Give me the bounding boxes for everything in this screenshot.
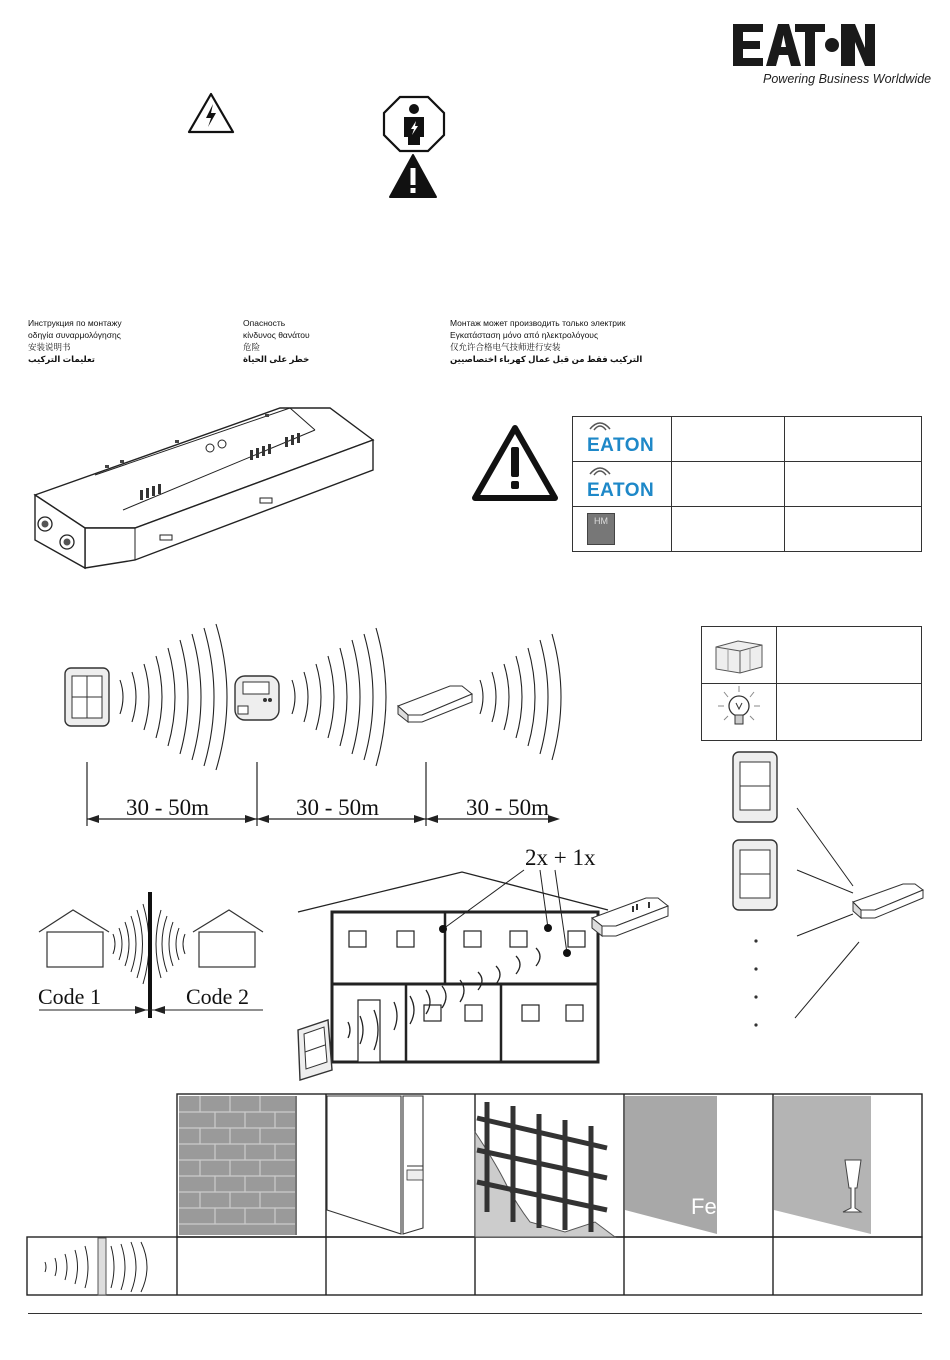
large-caution-icon	[470, 423, 560, 503]
wall-switch-icon	[733, 840, 777, 910]
device-count-label: 2x + 1x	[525, 845, 596, 870]
code-2-label: Code 2	[186, 984, 249, 1009]
eaton-logo	[733, 24, 875, 66]
reinforced-concrete-icon	[475, 1102, 615, 1237]
distance-label-3: 30 - 50m	[466, 795, 550, 820]
install-instructions-text: Инструкция по монтажу οδηγία συναρμολόγησης 安装说明书 تعليمات التركيب	[28, 318, 122, 364]
receiver-device-icon	[853, 884, 923, 918]
product-cell-eaton-2	[573, 462, 672, 507]
home-manager-icon: HM	[587, 513, 615, 545]
materials-table	[25, 1092, 925, 1300]
electrician-only-text: Монтаж может производить только электрик Εγκατάσταση μόνο από ηλεκτρολόγους 仅允许合格电气技师进行安装 التركيب فقط من قبل عمال كهرباء اختصاصيين	[450, 318, 643, 364]
electrician-icon	[382, 95, 446, 153]
brick-wall-icon	[179, 1096, 297, 1235]
contents-table	[701, 626, 922, 741]
light-bulb-icon	[702, 684, 776, 735]
wall-switch-icon	[65, 668, 109, 726]
product-cell-eaton-1	[573, 417, 672, 462]
house-left-icon	[39, 910, 109, 967]
drywall-icon	[327, 1096, 423, 1234]
receiver-device-icon	[592, 898, 668, 936]
house-diagram	[290, 840, 700, 1085]
brand-tagline: Powering Business Worldwide	[763, 72, 932, 86]
distance-label-2: 30 - 50m	[296, 795, 380, 820]
fe-label: Fe	[691, 1194, 717, 1219]
code-1-label: Code 1	[38, 984, 101, 1009]
bulb-cell	[702, 684, 777, 741]
house-right-icon	[193, 910, 263, 967]
package-cell	[702, 627, 777, 684]
device-illustration	[25, 400, 380, 575]
wall-switch-icon	[298, 1020, 332, 1080]
eaton-mini-logo: EATON	[587, 435, 655, 456]
distance-label-1: 30 - 50m	[126, 795, 210, 820]
lightning-warning-icon	[187, 92, 235, 134]
danger-text: Опасность κίνδυνος θανάτου 危险 خطر على الحياة	[243, 318, 310, 364]
actuator-icon	[235, 676, 279, 720]
glass-wall-icon	[774, 1096, 871, 1234]
wireless-icon	[587, 419, 613, 431]
product-cell-hm	[573, 507, 672, 552]
repeater-device-icon	[398, 686, 472, 722]
footer-divider	[28, 1313, 922, 1314]
product-table	[572, 416, 922, 552]
eaton-mini-logo: EATON	[587, 480, 655, 501]
signal-attenuation-icon	[45, 1238, 147, 1295]
wall-switch-icon	[733, 752, 777, 822]
multi-switch-diagram	[725, 748, 925, 1038]
package-icon	[702, 627, 776, 678]
wireless-icon	[587, 464, 613, 476]
caution-icon	[388, 153, 438, 199]
